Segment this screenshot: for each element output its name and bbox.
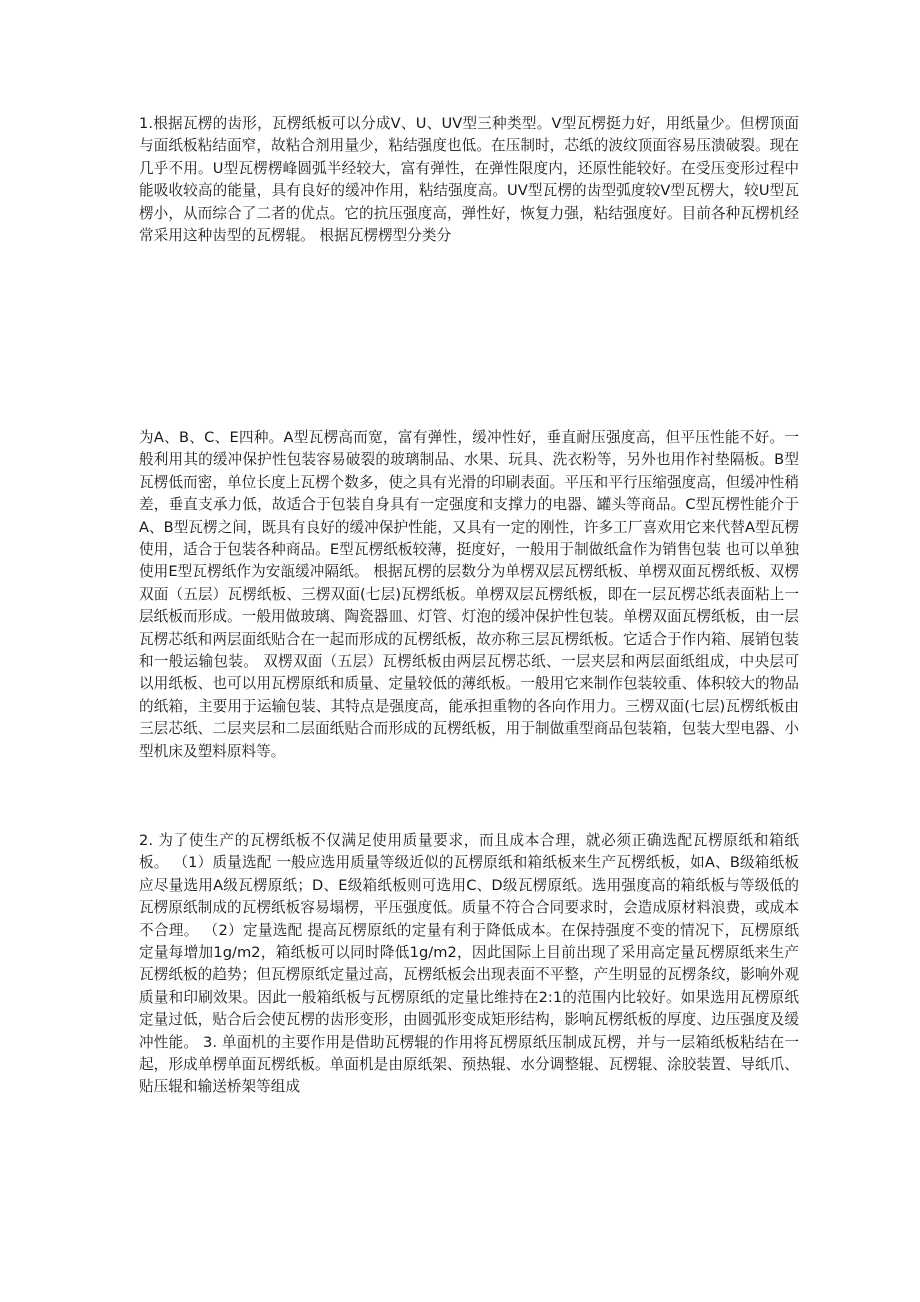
paragraph-paper-selection-and-single-facer: 2. 为了使生产的瓦楞纸板不仅满足使用质量要求，而且成本合理，就必须正确选配瓦楞原纸和箱纸板。 （1）质量选配 一般应选用质量等级近似的瓦楞原纸和箱纸板来生产瓦楞纸板，如A、B级箱纸板应尽量选用A级瓦楞原纸；D、E级箱纸板则可选用C、D级瓦楞原纸。选用强度高的箱纸板与等级低的瓦楞原纸制成的瓦楞纸板容易塌楞，平压强度低。质量不符合合同要求时，会造成原材料浪费，或成本不合理。 （2）定量选配 提高瓦楞原纸的定量有利于降低成本。在保持强度不变的情况下，瓦楞原纸定量每增加1g/m2，箱纸板可以同时降低1g/m2，因此国际上目前出现了采用高定量瓦楞原纸来生产瓦楞纸板的趋势；但瓦楞原纸定量过高，瓦楞纸板会出现表面不平整，产生明显的瓦楞条纹，影响外观质量和印刷效果。因此一般箱纸板与瓦楞原纸的定量比维持在2:1的范围内比较好。如果选用瓦楞原纸定量过低，贴合后会使瓦楞的齿形变形，由圆弧形变成矩形结构，影响瓦楞纸板的厚度、边压强度及缓冲性能。 3. 单面机的主要作用是借助瓦楞辊的作用将瓦楞原纸压制成瓦楞，并与一层箱纸板粘结在一起，形成单楞单面瓦楞纸板。单面机是由原纸架、预热辊、水分调整辊、瓦楞辊、涂胶装置、导纸爪、贴压辊和输送桥架等组成 (139, 832, 799, 1096)
paragraph-flute-types-and-layers: 为A、B、C、E四种。A型瓦楞高而宽，富有弹性，缓冲性好，垂直耐压强度高，但平压性能不好。一般利用其的缓冲保护性包装容易破裂的玻璃制品、水果、玩具、洗衣粉等，另外也用作衬垫隔板。B型瓦楞低而密，单位长度上瓦楞个数多，使之具有光滑的印刷表面。平压和平行压缩强度高，但缓冲性稍差，垂直支承力低，故适合于包装自身具有一定强度和支撑力的电器、罐头等商品。C型瓦楞性能介于A、B型瓦楞之间，既具有良好的缓冲保护性能，又具有一定的刚性，许多工厂喜欢用它来代替A型瓦楞使用，适合于包装各种商品。E型瓦楞纸板较薄，挺度好，一般用于制做纸盒作为销售包装 也可以单独使用E型瓦楞纸作为安瓿缓冲隔纸。 根据瓦楞的层数分为单楞双层瓦楞纸板、单楞双面瓦楞纸板、双楞双面（五层）瓦楞纸板、三楞双面(七层)瓦楞纸板。单楞双层瓦楞纸板，即在一层瓦楞芯纸表面粘上一层纸板而形成。一般用做玻璃、陶瓷器皿、灯管、灯泡的缓冲保护性包装。单楞双面瓦楞纸板，由一层瓦楞芯纸和两层面纸贴合在一起而形成的瓦楞纸板，故亦称三层瓦楞纸板。它适合于作内箱、展销包装和一般运输包装。 双楞双面（五层）瓦楞纸板由两层瓦楞芯纸、一层夹层和两层面纸组成，中央层可以用纸板、也可以用瓦楞原纸和质量、定量较低的薄纸板。一般用它来制作包装较重、体积较大的物品的纸箱，主要用于运输包装、其特点是强度高，能承担重物的各向作用力。三楞双面(七层)瓦楞纸板由三层芯纸、二层夹层和二层面纸贴合而形成的瓦楞纸板，用于制做重型商品包装箱，包装大型电器、小型机床及塑料原料等。 (139, 429, 799, 760)
paragraph-corrugation-types: 1.根据瓦楞的齿形，瓦楞纸板可以分成V、U、UV型三种类型。V型瓦楞挺力好，用纸量少。但楞顶面与面纸板粘结面窄，故粘合剂用量少，粘结强度也低。在压制时，芯纸的波纹顶面容易压溃破裂。现在几乎不用。U型瓦楞楞峰圆弧半经较大，富有弹性，在弹性限度内，还原性能较好。在受压变形过程中能吸收较高的能量，具有良好的缓冲作用，粘结强度高。UV型瓦楞的齿型弧度较V型瓦楞大，较U型瓦楞小，从而综合了二者的优点。它的抗压强度高，弹性好，恢复力强，粘结强度好。目前各种瓦楞机经常采用这种齿型的瓦楞辊。 根据瓦楞楞型分类分 (139, 115, 799, 245)
